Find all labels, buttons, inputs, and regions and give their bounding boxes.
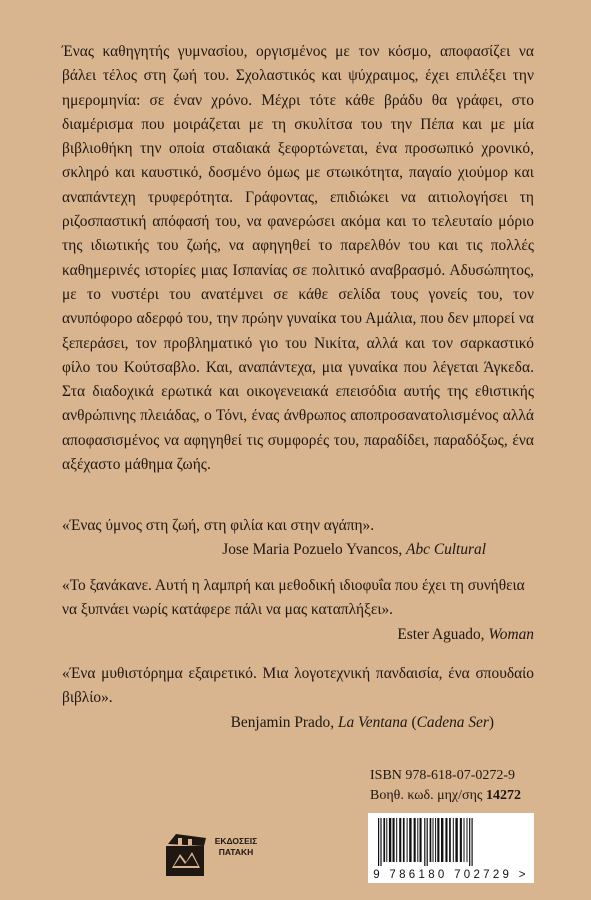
quote-text: «Το ξανάκανε. Αυτή η λαμπρή και μεθοδική ιδιοφυΐα που έχει τη συνήθεια να ξυπνάει νωρίς κατάφερε πάλι να μας καταπλήξει». [62, 577, 525, 619]
publisher-name [214, 836, 258, 858]
barcode-bar [386, 818, 387, 862]
barcode-bar [430, 818, 432, 862]
barcode-bar [437, 818, 439, 862]
quote-source [62, 623, 534, 647]
barcode-bars [376, 818, 526, 866]
blurb-text: Ένας καθηγητής γυμνασίου, οργισμένος με τον κόσμο, αποφασίζει να βάλει τέλος στη ζωή του. Σχολαστικός και ψύχραιμος, έχει επιλέξει την ημερομηνία: σε έναν χρόνο. Μέχρι τότε κάθε βράδυ θα γράφει, στο διαμέρισμα που μοιράζεται με τη σκυλίτσα του την Πέπα και με μία βιβλιοθήκη την οποία σταδιακά ξεφορτώνεται, ένα προσωπικό χρονικό, σκληρό και καυστικό, δοσμένο όμως με στωικότητα, παγαίο χιούμορ και αναπάντεχη τρυφερότητα. Γράφοντας, επιδιώκει να αιτιολογήσει τη ριζοσπαστική απόφασή του, να φανερώσει ακόμα και το τελευταίο μόριο της ιδιωτικής του ζωής, να αφηγηθεί το παρελθόν του και τις πολλές καθημερινές ιστορίες μιας Ισπανίας σε πολιτικό αναβρασμό. Αδυσώπητος, με το νυστέρι του ανατέμνει σε κάθε σελίδα τους γονείς του, τον ανυπόφορο αδερφό του, την πρώην γυναίκα του Αμάλια, που δεν μπορεί να ξεπεράσει, τον προβληματικό γιο του Νικίτα, αλλά και τον σαρκαστικό φίλο του Κούτσαβλο. Και, αναπάντεχα, μια γυναίκα που λέγεται Άγκεδα. Στα διαδοχικά ερωτικά και οικογενειακά επεισόδια αυτής της εθιστικής ανθρώπινης πλειάδας, ο Τόνι, ένας άνθρωπος αποπροσανατολισμένος αλλά αποφασισμένος να αφηγηθεί τις συμφορές του, παραδίδει, παραδόξως, ένα αξέχαστο μάθημα ζωής. [62, 43, 534, 474]
quote-outlet: La Ventana [337, 713, 408, 731]
barcode-bar [424, 818, 425, 866]
barcode-bar [383, 818, 385, 862]
barcode-bar [460, 818, 462, 862]
barcode-bar [453, 818, 454, 862]
product-code-value: 14272 [485, 788, 521, 803]
isbn-block [370, 766, 534, 806]
quote-author: Benjamin Prado, [230, 713, 335, 731]
barcode-bar [420, 818, 422, 862]
barcode-bar [467, 818, 468, 862]
barcode-bar [464, 818, 465, 862]
product-code-label: Βοηθ. κωδ. μηχ/σης [370, 788, 483, 803]
barcode-bar [380, 818, 381, 866]
barcode-bar [417, 818, 418, 862]
review-quote-1 [62, 514, 534, 563]
barcode-bar [433, 818, 434, 862]
quote-outlet: Abc Cultural [406, 541, 486, 559]
quote-outlet-extra: Cadena Ser [416, 713, 489, 731]
publisher-line1: ΕΚΔΟΣΕΙΣ [214, 836, 258, 846]
barcode-bar [407, 818, 408, 862]
barcode-bar [469, 818, 470, 866]
quote-outlet: Woman [488, 625, 534, 643]
quote-text: «Ένας ύμνος στη ζωή, στη φιλία και στην αγάπη». [62, 517, 375, 534]
quote-text: «Ένα μυθιστόρημα εξαιρετικό. Μια λογοτεχνική πανδαισία, ένα σπουδαίο βιβλίο». [62, 665, 534, 707]
barcode-bar [414, 818, 416, 862]
quote-author: Jose Maria Pozuelo Yvancos, [222, 541, 403, 559]
barcode-bar [378, 818, 379, 866]
publisher-line2: ΠΑΤΑΚΗ [218, 847, 254, 857]
barcode-bar [455, 818, 457, 862]
quote-source [62, 538, 486, 562]
isbn-line: ISBN 978-618-07-0272-9 [370, 768, 516, 783]
barcode-bar [435, 818, 436, 862]
barcode-bar [389, 818, 391, 862]
barcode-bar [396, 818, 397, 862]
barcode-bar [409, 818, 411, 862]
barcode-digits: 9 786180 702729 > [373, 869, 529, 881]
barcode-bar [445, 818, 447, 862]
barcode-bar [403, 818, 405, 862]
publisher-logo-icon [162, 832, 210, 880]
barcode-bar [393, 818, 395, 862]
review-quote-2 [62, 574, 534, 647]
barcode-bar [449, 818, 451, 862]
barcode-bar [441, 818, 443, 862]
isbn-barcode [368, 813, 534, 883]
product-code-line [370, 786, 534, 806]
quote-author: Ester Aguado, [397, 625, 485, 643]
quote-source: Benjamin Prado, La Ventana (Cadena Ser) [230, 713, 494, 731]
review-quote-3 [62, 662, 534, 735]
barcode-bar [472, 818, 473, 866]
barcode-bar [427, 818, 428, 866]
barcode-bar [399, 818, 401, 862]
